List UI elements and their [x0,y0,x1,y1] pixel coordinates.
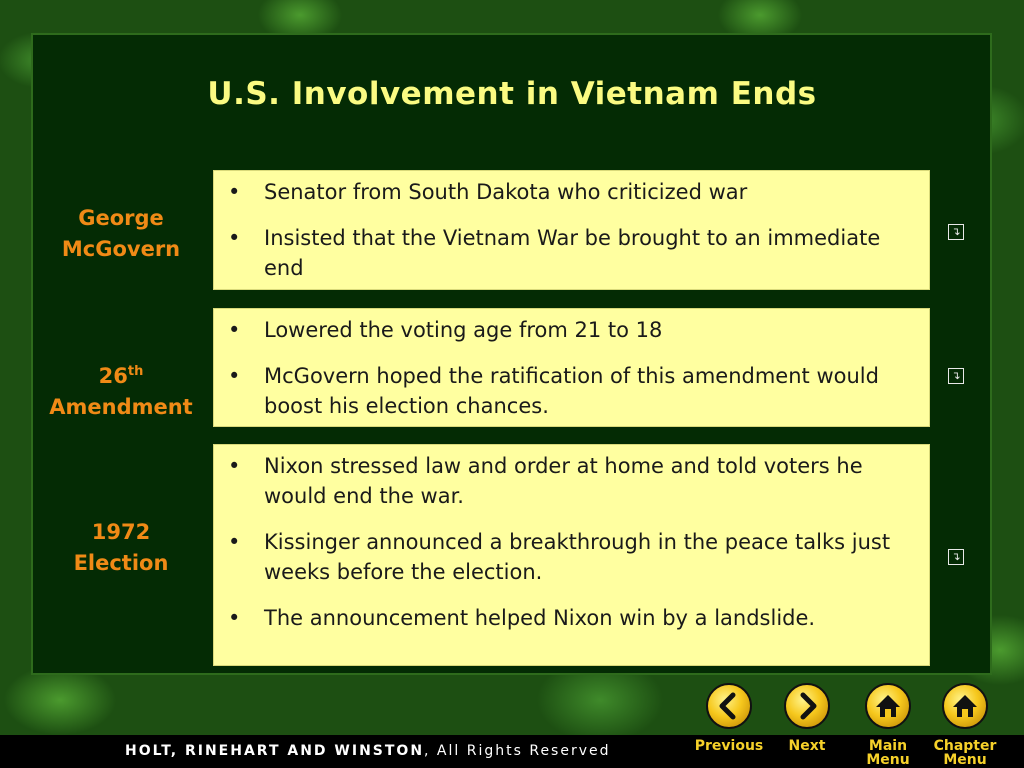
sound-icon[interactable]: ↴ [948,224,964,240]
term-line: Amendment [49,395,193,419]
main-menu-label-line: Menu [866,752,910,768]
publisher-name: HOLT, RINEHART AND WINSTON [125,743,425,759]
chapter-menu-label-line: Menu [943,752,987,768]
term-1972-election [32,517,210,579]
term-george-mcgovern [32,203,210,265]
home-icon [944,685,986,727]
bullet-item: • McGovern hoped the ratification of this amendment would boost his election chances. [228,361,909,421]
bullet-item: • Kissinger announced a breakthrough in the peace talks just weeks before the election. [228,527,909,587]
rights-text: , All Rights Reserved [424,743,611,759]
definition-box-1972-election [213,444,930,666]
slide-title: U.S. Involvement in Vietnam Ends [207,76,817,112]
main-menu-label-line: Main [868,738,908,754]
definition-box-mcgovern [213,170,930,290]
term-line: Election [73,551,169,575]
sound-icon[interactable]: ↴ [948,368,964,384]
term-line: 1972 [91,520,151,544]
main-menu-button[interactable] [865,683,911,729]
definition-box-26th-amendment [213,308,930,427]
term-line: McGovern [61,237,181,261]
previous-button[interactable] [706,683,752,729]
bullet-item: • Senator from South Dakota who criticized war [228,177,909,207]
arrow-right-icon [786,685,828,727]
bullet-item: • Lowered the voting age from 21 to 18 [228,315,909,345]
chapter-menu-label[interactable] [929,739,1001,767]
next-button[interactable] [784,683,830,729]
term-line: George [78,206,164,230]
term-26th-amendment [32,356,210,423]
home-icon [867,685,909,727]
chapter-menu-button[interactable] [942,683,988,729]
bullet-item: • The announcement helped Nixon win by a landslide. [228,603,909,633]
term-line [32,356,210,392]
previous-label[interactable]: Previous [694,738,764,754]
next-label[interactable]: Next [788,738,826,754]
term-number: 26 [98,364,128,388]
arrow-left-icon [708,685,750,727]
bullet-item: • Insisted that the Vietnam War be brought to an immediate end [228,223,909,283]
main-menu-label[interactable] [856,739,920,767]
chapter-menu-label-line: Chapter [933,738,997,754]
sound-icon[interactable]: ↴ [948,549,964,565]
copyright-text [125,743,611,759]
bullet-item: • Nixon stressed law and order at home and told voters he would end the war. [228,451,909,511]
term-superscript: th [127,364,144,379]
